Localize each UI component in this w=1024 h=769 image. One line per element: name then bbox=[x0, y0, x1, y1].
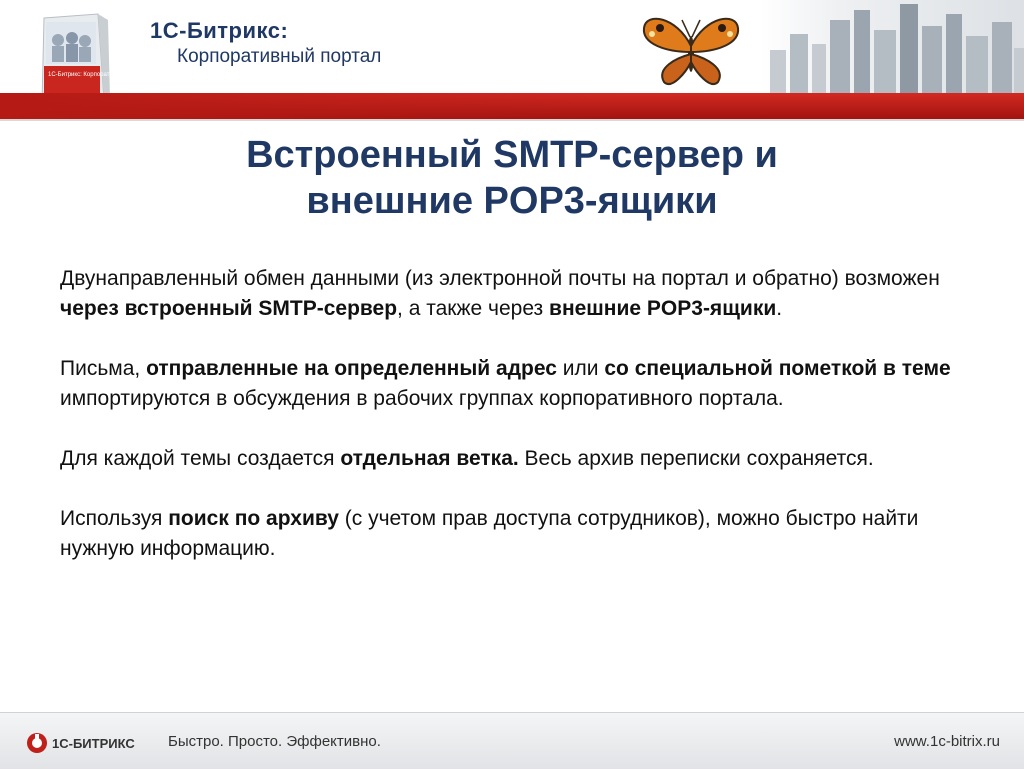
p1-bold-1: через встроенный SMTP-сервер bbox=[60, 297, 398, 320]
header-divider bbox=[0, 119, 1024, 121]
p4-text-2: (с учетом прав доступа сотрудников), можно быстро найти нужную информацию. bbox=[60, 507, 919, 560]
brand-title: 1С-Битрикс: bbox=[150, 18, 289, 43]
p4-bold-1: поиск по архиву bbox=[168, 507, 339, 530]
p2-bold-1: отправленные на определенный адрес bbox=[146, 357, 557, 380]
p1-text-1: Двунаправленный обмен данными (из электронной почты на портал и обратно) возможен bbox=[60, 267, 940, 290]
header-red-band-shade bbox=[0, 93, 620, 119]
box-text: 1С-Битрикс: Корпоративный портал bbox=[48, 72, 148, 78]
slide-body bbox=[60, 264, 960, 594]
p1-text-3: . bbox=[776, 297, 783, 320]
p2-bold-2: со специальной пометкой в теме bbox=[604, 357, 951, 380]
p2-text-3: импортируются в обсуждения в рабочих группах корпоративного портала. bbox=[60, 387, 784, 410]
p4-text-1: Используя bbox=[60, 507, 169, 530]
p2-text-1: Письма, bbox=[60, 357, 147, 380]
p3-text-2: Весь архив переписки сохраняется. bbox=[518, 447, 874, 470]
slide-title-line-1: Встроенный SMTP-сервер и bbox=[246, 134, 778, 176]
p3-bold-1: отдельная ветка. bbox=[340, 447, 519, 470]
product-box-image bbox=[38, 12, 148, 106]
butterfly-image bbox=[636, 6, 746, 90]
p3-text-1: Для каждой темы создается bbox=[60, 447, 341, 470]
p1-bold-2: внешние POP3-ящики bbox=[549, 297, 777, 320]
slide-title bbox=[0, 132, 1024, 224]
p1-text-2: , а также через bbox=[397, 297, 550, 320]
paragraph-4 bbox=[60, 504, 960, 564]
paragraph-1 bbox=[60, 264, 960, 324]
paragraph-2 bbox=[60, 354, 960, 414]
paragraph-3 bbox=[60, 444, 960, 474]
brand-subtitle: Корпоративный портал bbox=[177, 46, 382, 67]
footer-slogan: Быстро. Просто. Эффективно. bbox=[168, 733, 381, 750]
p2-text-2: или bbox=[556, 357, 605, 380]
slide-title-line-2: внешние POP3-ящики bbox=[306, 180, 718, 222]
footer-logo-text: 1С-БИТРИКС bbox=[52, 736, 135, 751]
bitrix-logo bbox=[26, 732, 156, 754]
footer bbox=[0, 712, 1024, 769]
city-skyline-image bbox=[760, 0, 1024, 94]
header bbox=[0, 0, 1024, 120]
footer-url-link[interactable]: www.1c-bitrix.ru bbox=[894, 733, 1000, 750]
